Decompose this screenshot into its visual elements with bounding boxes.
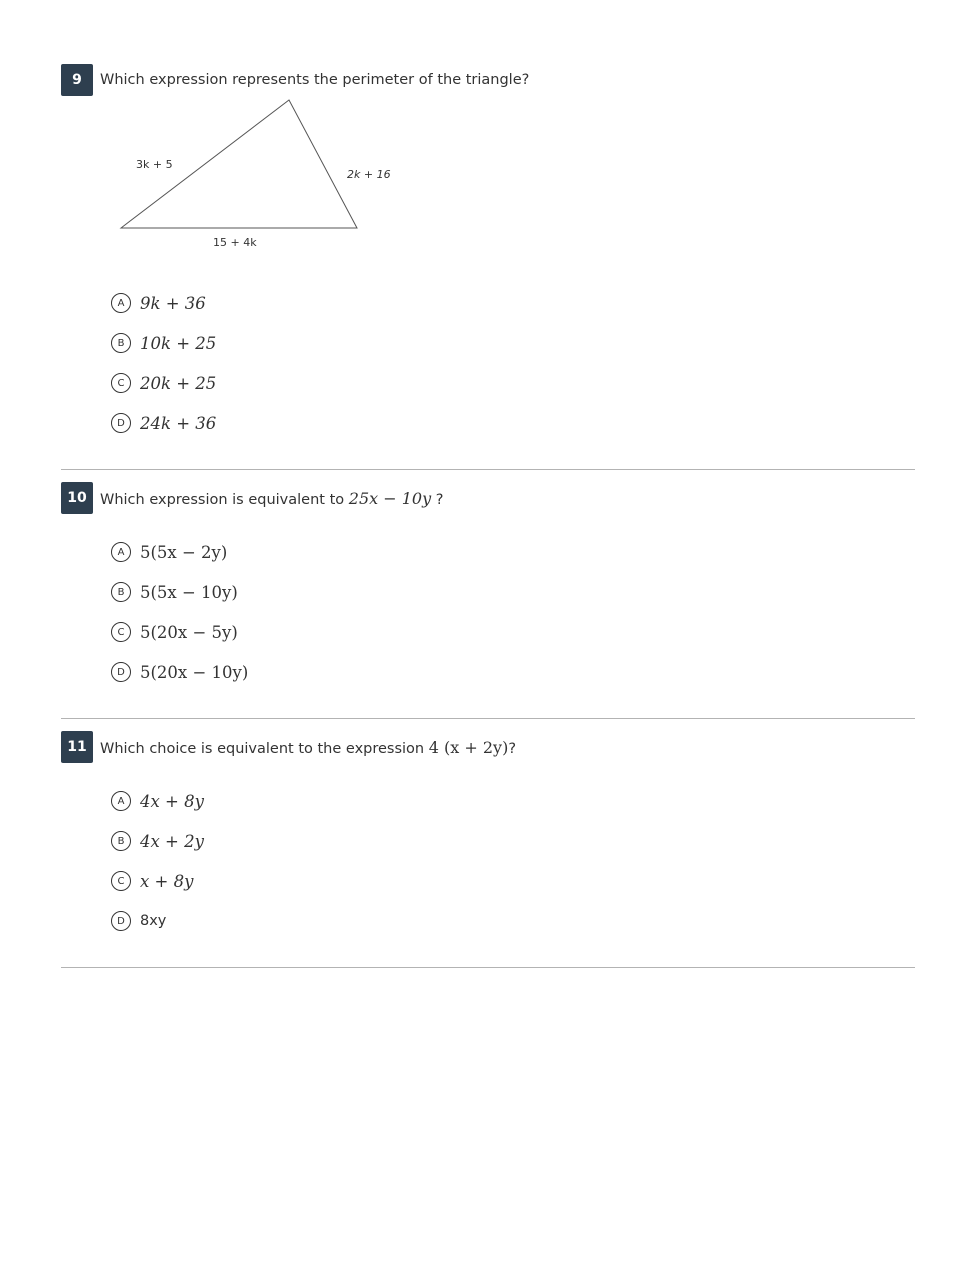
option-text: 5(20x − 10y) [140,662,249,682]
question-separator [61,718,915,719]
option-text: 8xy [140,913,167,929]
option-bubble[interactable]: C [111,871,131,891]
option-bubble[interactable]: A [111,791,131,811]
option-c[interactable] [111,371,216,395]
option-bubble[interactable]: D [111,911,131,931]
question-number-badge: 9 [61,64,93,96]
option-text: 24k + 36 [140,413,217,433]
question-header [61,731,516,763]
question-prompt-suffix: ? [508,740,517,757]
option-bubble[interactable]: C [111,373,131,393]
option-bubble[interactable]: B [111,333,131,353]
option-d[interactable] [111,660,248,684]
question-10 [61,482,915,514]
question-number-badge: 10 [61,482,93,514]
question-header [61,482,443,514]
option-d[interactable] [111,411,216,435]
option-text: 5(5x − 10y) [140,582,238,602]
option-a[interactable] [111,540,227,564]
option-b[interactable] [111,331,216,355]
question-prompt: Which choice is equivalent to the expression [100,740,425,757]
option-text: x + 8y [140,871,194,891]
option-text: 20k + 25 [140,373,217,393]
triangle-figure [112,96,402,256]
triangle-side-left-label: 3k + 5 [136,158,173,171]
option-bubble[interactable]: A [111,293,131,313]
option-a[interactable] [111,789,204,813]
question-header [61,64,529,96]
option-text: 5(20x − 5y) [140,622,238,642]
question-separator [61,967,915,968]
option-b[interactable] [111,829,204,853]
option-c[interactable] [111,869,193,893]
triangle-side-bottom-label: 15 + 4k [213,236,257,249]
option-d[interactable] [111,909,166,933]
question-prompt-math: 4 (x + 2y) [428,737,509,757]
question-prompt: Which expression represents the perimeter of the triangle? [100,72,530,88]
option-c[interactable] [111,620,238,644]
question-prompt: Which expression is equivalent to [100,491,345,508]
question-separator [61,469,915,470]
option-b[interactable] [111,580,238,604]
question-number-badge: 11 [61,731,93,763]
triangle-side-right-label: 2k + 16 [347,168,391,181]
question-11 [61,731,915,763]
question-prompt-math: 25x − 10y [348,488,432,508]
question-prompt-container [100,738,516,757]
option-bubble[interactable]: C [111,622,131,642]
option-bubble[interactable]: B [111,582,131,602]
option-bubble[interactable]: D [111,662,131,682]
option-a[interactable] [111,291,206,315]
option-bubble[interactable]: A [111,542,131,562]
question-prompt-suffix: ? [435,491,444,508]
option-text: 10k + 25 [140,333,217,353]
option-text: 9k + 36 [140,293,206,313]
option-text: 4x + 8y [140,791,204,811]
option-bubble[interactable]: D [111,413,131,433]
option-text: 4x + 2y [140,831,204,851]
option-text: 5(5x − 2y) [140,542,228,562]
question-prompt-container [100,489,443,508]
option-bubble[interactable]: B [111,831,131,851]
